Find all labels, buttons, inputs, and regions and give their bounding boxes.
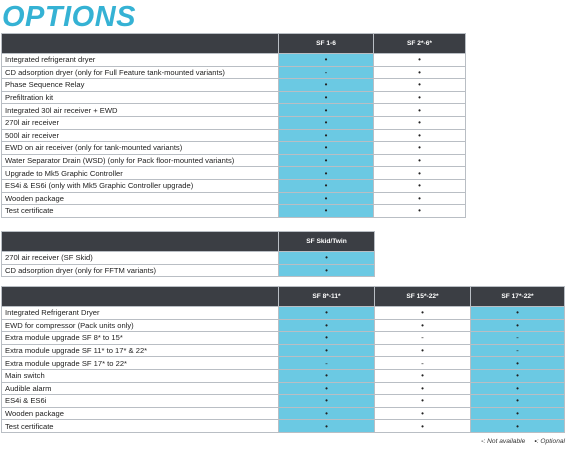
availability-cell: • bbox=[375, 369, 471, 382]
availability-cell: • bbox=[279, 420, 375, 433]
row-label: Extra module upgrade SF 8* to 15* bbox=[2, 332, 279, 345]
availability-cell: • bbox=[279, 264, 375, 277]
table-row bbox=[2, 167, 466, 180]
availability-cell: • bbox=[374, 129, 466, 142]
row-label: Test certificate bbox=[2, 420, 279, 433]
table-header-blank bbox=[2, 287, 279, 307]
page-title: OPTIONS bbox=[2, 1, 137, 33]
table-row bbox=[2, 407, 565, 420]
table-row bbox=[2, 319, 565, 332]
legend bbox=[481, 438, 565, 445]
table-row bbox=[2, 369, 565, 382]
availability-cell: • bbox=[374, 66, 466, 79]
table-row bbox=[2, 332, 565, 345]
row-label: Integrated refrigerant dryer bbox=[2, 54, 279, 67]
table-row bbox=[2, 192, 466, 205]
availability-cell: - bbox=[471, 332, 565, 345]
column-header: SF Skid/Twin bbox=[279, 232, 375, 252]
row-label: Integrated 30l air receiver + EWD bbox=[2, 104, 279, 117]
row-label: 270l air receiver bbox=[2, 116, 279, 129]
availability-cell: - bbox=[279, 357, 375, 370]
availability-cell: • bbox=[279, 344, 375, 357]
availability-cell: • bbox=[374, 179, 466, 192]
availability-cell: - bbox=[375, 357, 471, 370]
availability-cell: • bbox=[374, 104, 466, 117]
availability-cell: • bbox=[375, 344, 471, 357]
availability-cell: • bbox=[374, 192, 466, 205]
column-header: SF 8*-11* bbox=[279, 287, 375, 307]
row-label: ES4i & ES6i (only with Mk5 Graphic Controller upgrade) bbox=[2, 179, 279, 192]
column-header: SF 15*-22* bbox=[375, 287, 471, 307]
availability-cell: • bbox=[471, 307, 565, 320]
table-row bbox=[2, 179, 466, 192]
table-row bbox=[2, 344, 565, 357]
availability-cell: • bbox=[279, 79, 374, 92]
options-table-sf-8-22 bbox=[1, 286, 565, 433]
row-label: Water Separator Drain (WSD) (only for Pack floor-mounted variants) bbox=[2, 154, 279, 167]
availability-cell: • bbox=[374, 54, 466, 67]
column-header: SF 1-6 bbox=[279, 34, 374, 54]
availability-cell: • bbox=[279, 167, 374, 180]
availability-cell: • bbox=[279, 179, 374, 192]
availability-cell: • bbox=[471, 357, 565, 370]
table-row bbox=[2, 307, 565, 320]
availability-cell: • bbox=[375, 307, 471, 320]
row-label: Integrated Refrigerant Dryer bbox=[2, 307, 279, 320]
table-row bbox=[2, 382, 565, 395]
availability-cell: • bbox=[279, 154, 374, 167]
row-label: 500l air receiver bbox=[2, 129, 279, 142]
availability-cell: • bbox=[374, 79, 466, 92]
table-row bbox=[2, 91, 466, 104]
row-label: Audible alarm bbox=[2, 382, 279, 395]
row-label: Prefiltration kit bbox=[2, 91, 279, 104]
availability-cell: • bbox=[375, 319, 471, 332]
availability-cell: • bbox=[279, 116, 374, 129]
availability-cell: • bbox=[279, 129, 374, 142]
row-label: EWD for compressor (Pack units only) bbox=[2, 319, 279, 332]
availability-cell: • bbox=[279, 382, 375, 395]
availability-cell: • bbox=[374, 154, 466, 167]
table-row bbox=[2, 252, 375, 265]
row-label: Main switch bbox=[2, 369, 279, 382]
column-header: SF 17*-22* bbox=[471, 287, 565, 307]
availability-cell: • bbox=[375, 407, 471, 420]
row-label: Phase Sequence Relay bbox=[2, 79, 279, 92]
availability-cell: • bbox=[279, 319, 375, 332]
availability-cell: - bbox=[279, 66, 374, 79]
availability-cell: • bbox=[279, 142, 374, 155]
availability-cell: • bbox=[279, 407, 375, 420]
availability-cell: • bbox=[374, 205, 466, 218]
row-label: 270l air receiver (SF Skid) bbox=[2, 252, 279, 265]
availability-cell: • bbox=[279, 192, 374, 205]
availability-cell: • bbox=[471, 369, 565, 382]
table-row bbox=[2, 142, 466, 155]
legend-not-available-symbol: - bbox=[481, 438, 484, 445]
availability-cell: • bbox=[375, 382, 471, 395]
availability-cell: • bbox=[375, 420, 471, 433]
table-row bbox=[2, 264, 375, 277]
availability-cell: • bbox=[471, 395, 565, 408]
availability-cell: • bbox=[374, 167, 466, 180]
availability-cell: • bbox=[471, 407, 565, 420]
table-header-blank bbox=[2, 34, 279, 54]
row-label: ES4i & ES6i bbox=[2, 395, 279, 408]
row-label: CD adsorption dryer (only for Full Feature tank-mounted variants) bbox=[2, 66, 279, 79]
availability-cell: - bbox=[375, 332, 471, 345]
table-row bbox=[2, 66, 466, 79]
row-label: Upgrade to Mk5 Graphic Controller bbox=[2, 167, 279, 180]
availability-cell: • bbox=[374, 116, 466, 129]
options-table-sf-1-6 bbox=[1, 33, 466, 218]
availability-cell: • bbox=[279, 395, 375, 408]
legend-not-available-text: : Not available bbox=[483, 438, 526, 445]
row-label: Wooden package bbox=[2, 407, 279, 420]
table-row bbox=[2, 205, 466, 218]
table-row bbox=[2, 54, 466, 67]
table-row bbox=[2, 420, 565, 433]
availability-cell: • bbox=[471, 382, 565, 395]
table-row bbox=[2, 104, 466, 117]
row-label: Wooden package bbox=[2, 192, 279, 205]
table-row bbox=[2, 116, 466, 129]
availability-cell: • bbox=[279, 307, 375, 320]
availability-cell: • bbox=[279, 205, 374, 218]
availability-cell: • bbox=[374, 91, 466, 104]
availability-cell: • bbox=[279, 369, 375, 382]
availability-cell: • bbox=[471, 420, 565, 433]
availability-cell: • bbox=[279, 91, 374, 104]
row-label: Extra module upgrade SF 17* to 22* bbox=[2, 357, 279, 370]
availability-cell: • bbox=[375, 395, 471, 408]
table-row bbox=[2, 357, 565, 370]
row-label: Extra module upgrade SF 11* to 17* & 22* bbox=[2, 344, 279, 357]
table-header-blank bbox=[2, 232, 279, 252]
table-row bbox=[2, 154, 466, 167]
options-table-sf-skid-twin bbox=[1, 231, 375, 277]
availability-cell: • bbox=[279, 252, 375, 265]
legend-optional-text: : Optional bbox=[536, 438, 565, 445]
row-label: Test certificate bbox=[2, 205, 279, 218]
row-label: EWD on air receiver (only for tank-mounted variants) bbox=[2, 142, 279, 155]
availability-cell: • bbox=[279, 332, 375, 345]
availability-cell: • bbox=[279, 104, 374, 117]
legend-optional-symbol: • bbox=[534, 438, 537, 445]
table-row bbox=[2, 395, 565, 408]
availability-cell: • bbox=[374, 142, 466, 155]
row-label: CD adsorption dryer (only for FFTM variants) bbox=[2, 264, 279, 277]
availability-cell: • bbox=[279, 54, 374, 67]
availability-cell: • bbox=[471, 319, 565, 332]
availability-cell: - bbox=[471, 344, 565, 357]
table-row bbox=[2, 129, 466, 142]
column-header: SF 2*-6* bbox=[374, 34, 466, 54]
table-row bbox=[2, 79, 466, 92]
